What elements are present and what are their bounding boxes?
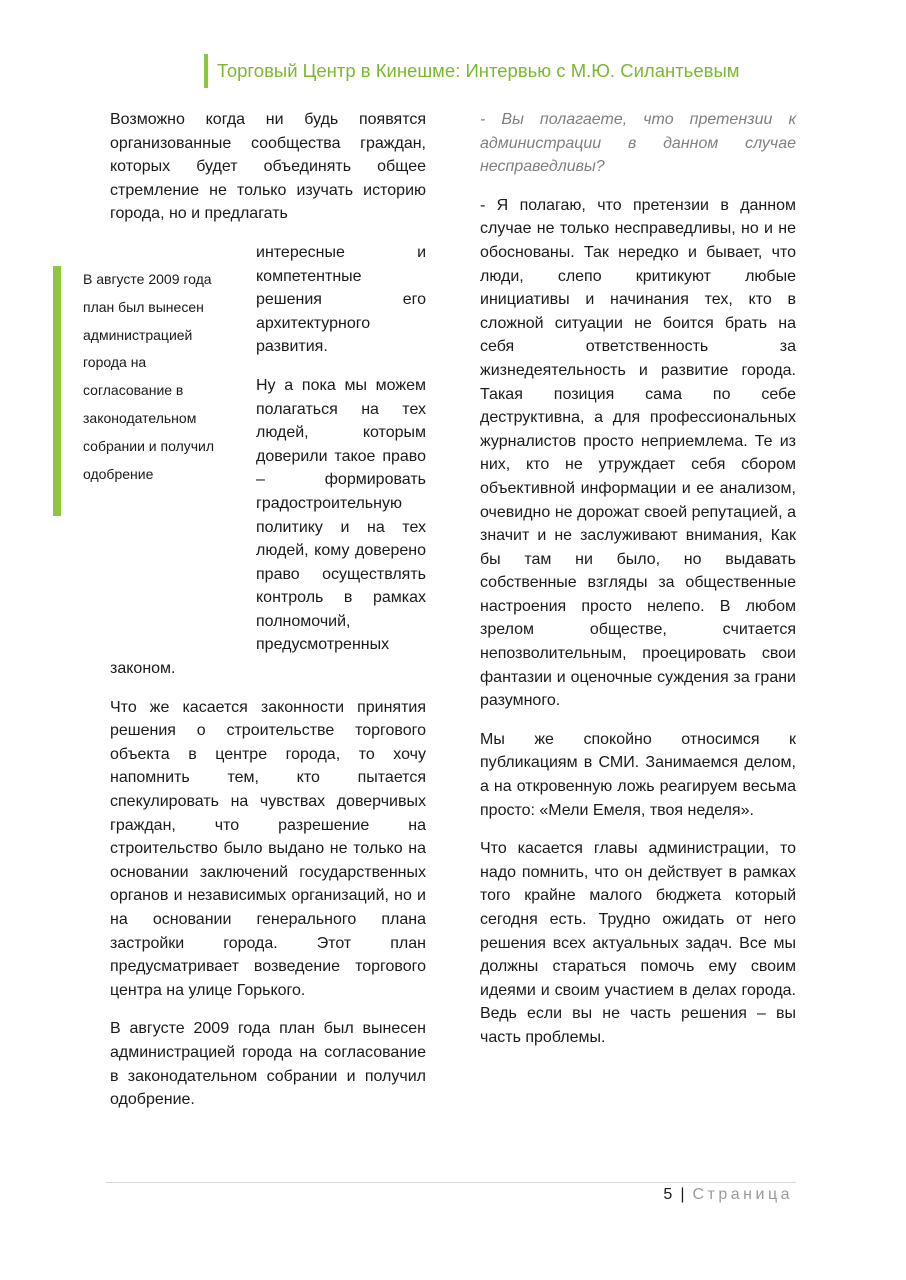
paragraph-head: Что касается главы администрации, то надо помнить, что он действует в рамках того крайне малого бюджета который сегодня есть. Трудно ожидать от него решения всех актуальных задач. Все мы должны стараться помочь ему своим идеями и своим участием в делах города. Ведь если вы не часть решения – вы часть проблемы. <box>480 840 796 1046</box>
footer-separator: | <box>680 1186 685 1203</box>
intro-paragraph: Возможно когда ни будь появятся организованные сообщества граждан, которых будет объединять общее стремление не только изучать историю города, но и предлагать <box>110 111 426 223</box>
interview-question: - Вы полагаете, что претензии к администрации в данном случае несправедливы? <box>480 111 796 176</box>
paragraph-2: Ну а пока мы можем полагаться на тех людей, которым доверили такое право – формировать градостроительную политику и на тех людей, кому доверено право осуществлять контроль в рамках полномочий, предусмотренных законом. <box>110 376 426 678</box>
header-title: Торговый Центр в Кинешме: Интервью с М.Ю. Силантьевым <box>217 60 740 81</box>
page-number: 5 <box>663 1186 673 1203</box>
right-column <box>480 108 796 1065</box>
pull-quote-text: В августе 2009 года план был вынесен администрацией города на согласование в законодательном собрании и получил одобрение <box>83 271 215 482</box>
paragraph-4: В августе 2009 года план был вынесен администрацией города на согласование в законодательном собрании и получил одобрение. <box>110 1020 426 1109</box>
pull-quote <box>53 266 223 516</box>
running-header <box>204 54 739 88</box>
footer-divider <box>106 1182 796 1183</box>
paragraph-3: Что же касается законности принятия решения о строительстве торгового объекта в центре города, то хочу напомнить тем, кто пытается спекулировать на чувствах доверчивых граждан, что разрешение на строительство было выдано не только на основании заключений государственных органов и независимых организаций, но и на основании генерального плана застройки города. Этот план предусматривает возведение торгового центра на улице Горького. <box>110 698 426 999</box>
interview-answer: - Я полагаю, что претензии в данном случае не только несправедливы, но и не обоснованы. Так нередко и бывает, что люди, слепо критикуют любые инициативы и начинания тех, кто в сложной ситуации не боится брать на себя ответственность за жизнедеятельность и развитие города. Такая позиция сама по себе деструктивна, а для профессиональных журналистов просто неприемлема. Те из них, кто не утруждает себя сбором объективной информации и ее анализом, очевидно не дорожат своей репутацией, а значит и не заслуживают внимания, Как бы там ни было, но выдавать собственные взгляды за общественные настроения просто нелепо. В любом зрелом обществе, считается непозволительным, проецировать свои фантазии и оценочные суждения за грани разумного. <box>480 196 796 710</box>
page-footer <box>663 1186 793 1204</box>
page-word: Страница <box>692 1186 793 1203</box>
paragraph-media: Мы же спокойно относимся к публикациям в СМИ. Занимаемся делом, а на откровенную ложь реагируем весьма просто: «Мели Емеля, твоя неделя». <box>480 730 796 819</box>
left-column <box>110 108 426 1127</box>
intro-continuation: интересные и компетентные решения его архитектурного развития. <box>256 243 426 356</box>
